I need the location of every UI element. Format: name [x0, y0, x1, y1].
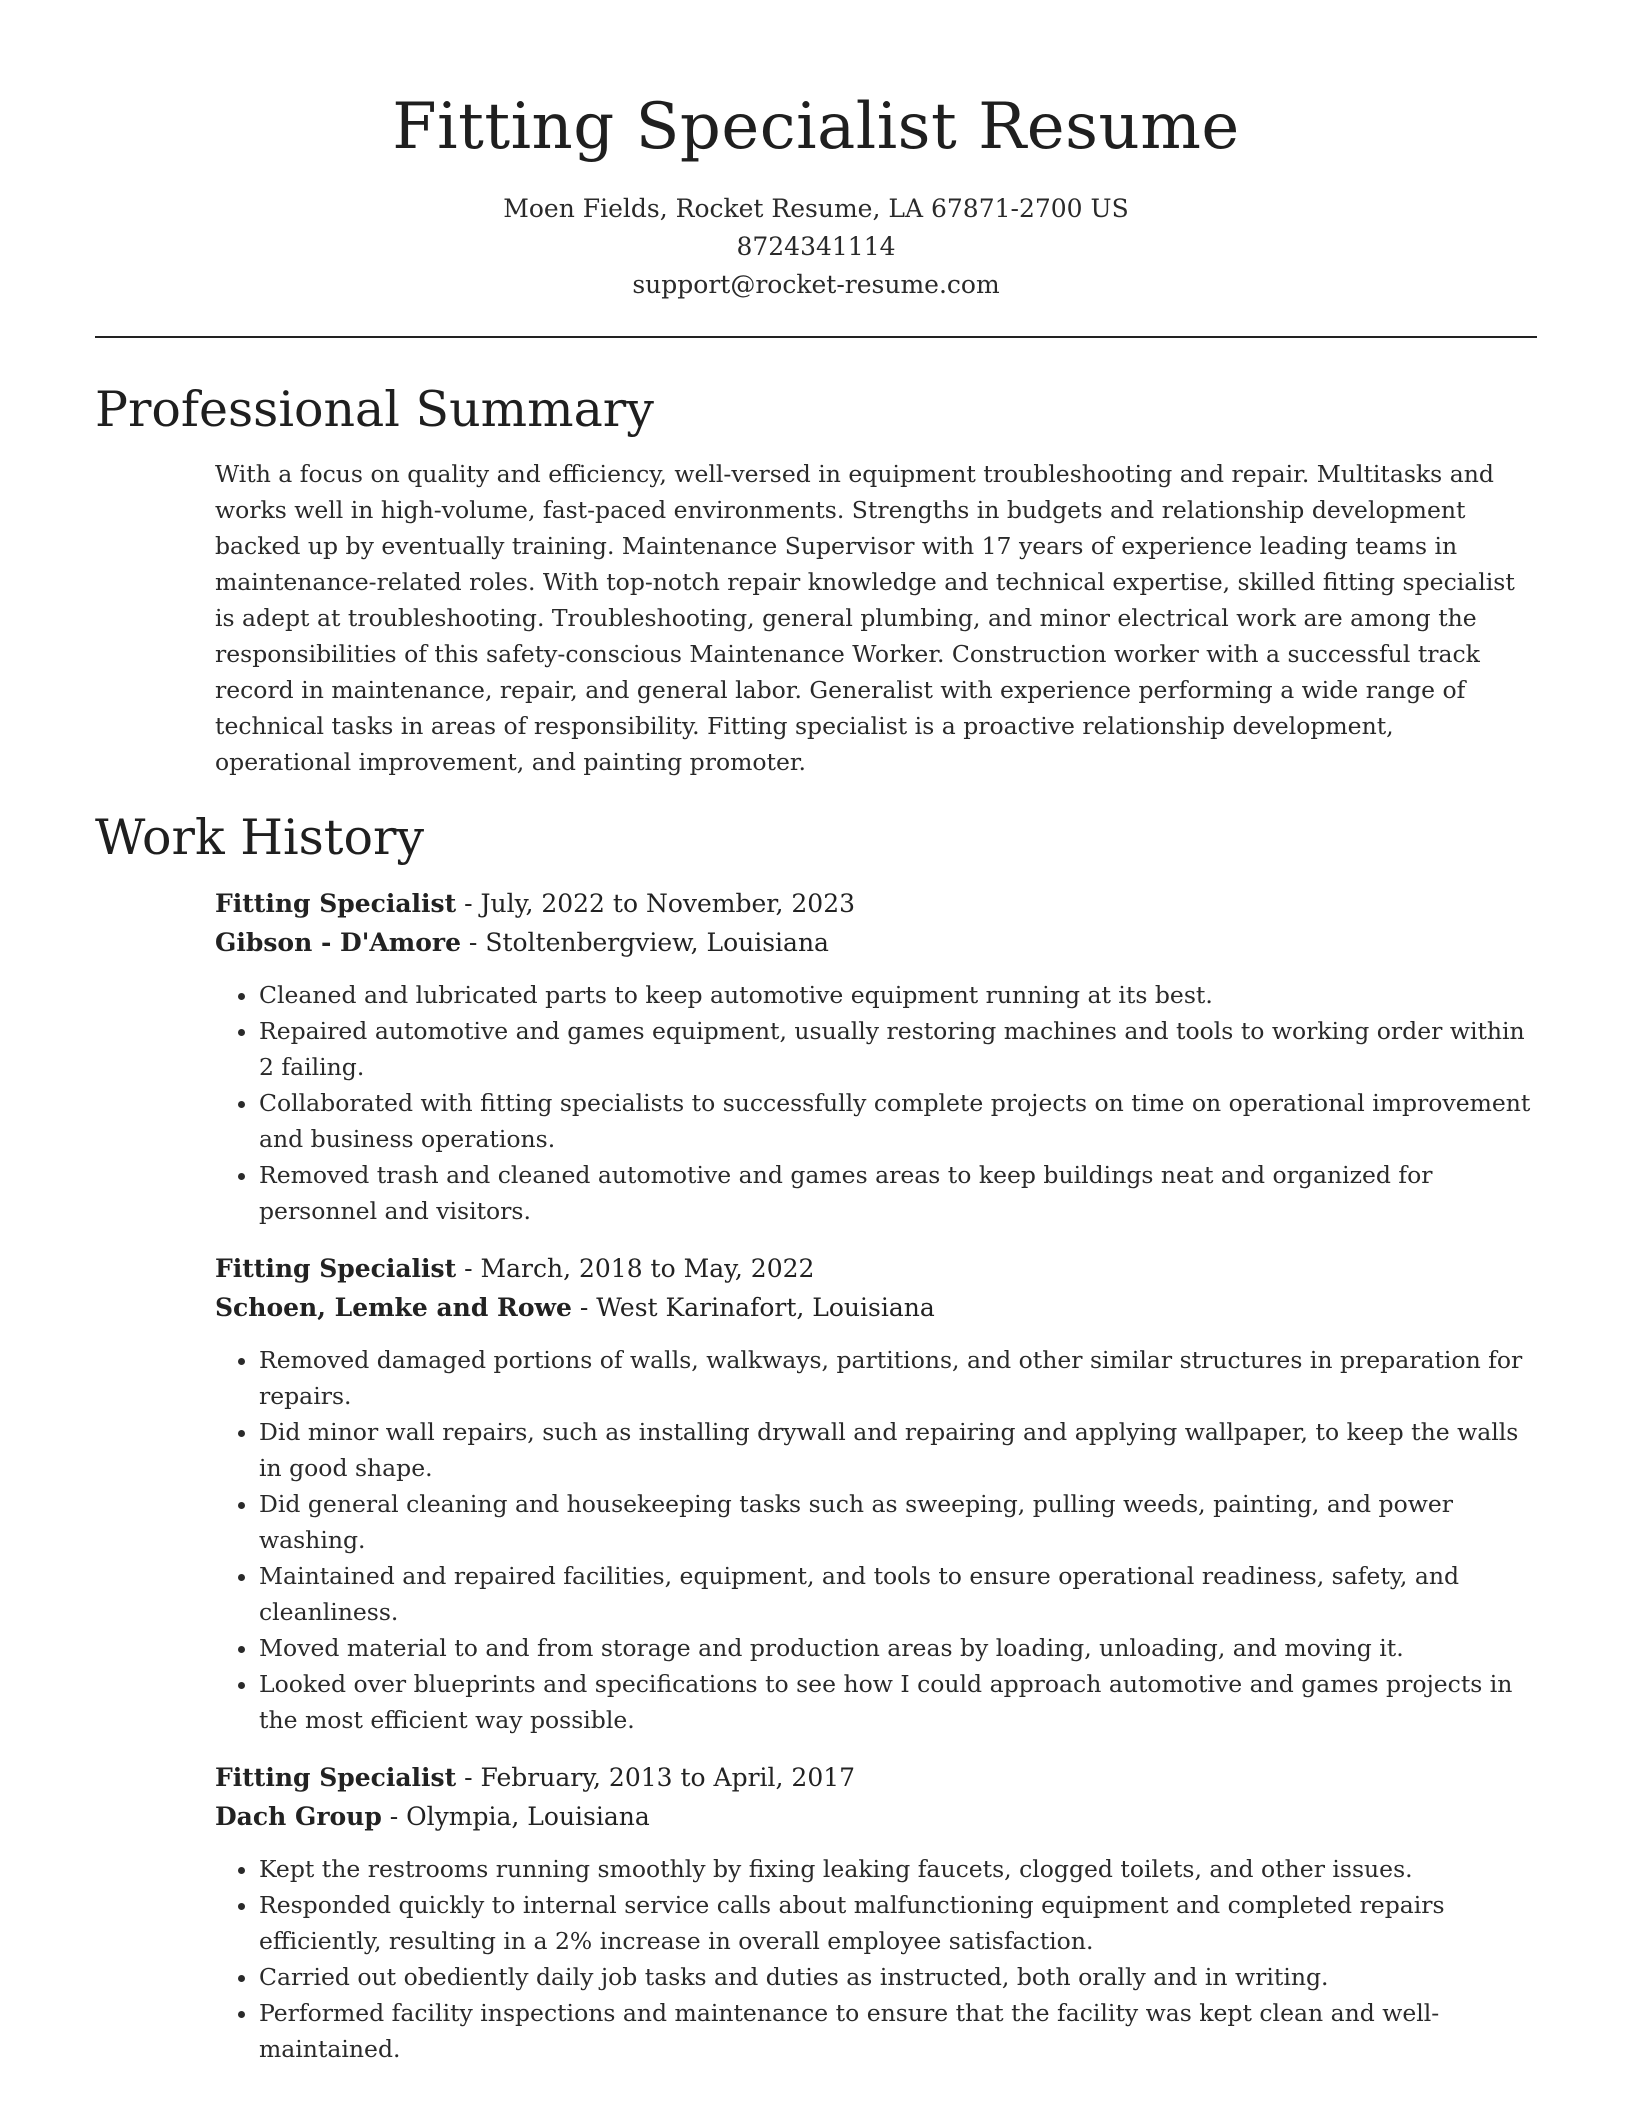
job-company: Gibson - D'Amore — [215, 928, 461, 957]
job-duty: • Removed trash and cleaned automotive and games areas to keep buildings neat and organized for personnel and visitors. — [259, 1157, 1537, 1229]
job-entry — [215, 1249, 1537, 1738]
job-company: Schoen, Lemke and Rowe — [215, 1293, 572, 1322]
contact-address: Moen Fields, Rocket Resume, LA 67871-2700 US — [503, 194, 1129, 223]
job-company: Dach Group — [215, 1802, 382, 1831]
resume-title: Fitting Specialist Resume — [392, 90, 1240, 164]
job-title: Fitting Specialist — [215, 1763, 457, 1792]
contact-email: support@rocket-resume.com — [632, 270, 1000, 299]
job-duty: • Cleaned and lubricated parts to keep automotive equipment running at its best. — [259, 977, 1537, 1013]
job-dates: - February, 2013 to April, 2017 — [456, 1763, 856, 1792]
job-title: Fitting Specialist — [215, 1254, 457, 1283]
job-duty: • Moved material to and from storage and production areas by loading, unloading, and moving it. — [259, 1630, 1537, 1666]
job-title-line — [215, 884, 1537, 923]
job-title-line — [215, 1758, 1537, 1797]
job-duty: • Did minor wall repairs, such as installing drywall and repairing and applying wallpaper, to keep the walls in good shape. — [259, 1414, 1537, 1486]
summary-text: With a focus on quality and efficiency, well-versed in equipment troubleshooting and repair. Multitasks and works well in high-volume, fast-paced environments. Strengths in budgets and relationship development backed up by eventually training. Maintenance Supervisor with 17 years of experience leading teams in maintenance-related roles. With top-notch repair knowledge and technical expertise, skilled fitting specialist is adept at troubleshooting. Troubleshooting, general plumbing, and minor electrical work are among the responsibilities of this safety-conscious Maintenance Worker. Construction worker with a successful track record in maintenance, repair, and general labor. Generalist with experience performing a wide range of technical tasks in areas of responsibility. Fitting specialist is a proactive relationship development, operational improvement, and painting promoter. — [215, 460, 1515, 776]
job-duty: • Responded quickly to internal service calls about malfunctioning equipment and completed repairs efficiently, resulting in a 2% increase in overall employee satisfaction. — [259, 1887, 1537, 1959]
job-duties-list — [215, 1342, 1537, 1738]
job-duty: • Removed damaged portions of walls, walkways, partitions, and other similar structures in preparation for repairs. — [259, 1342, 1537, 1414]
job-entry — [215, 884, 1537, 1229]
job-duty: • Looked over blueprints and specifications to see how I could approach automotive and games projects in the most efficient way possible. — [259, 1666, 1537, 1738]
job-title-line — [215, 1249, 1537, 1288]
job-company-line — [215, 1288, 1537, 1327]
job-entry — [215, 1758, 1537, 2067]
job-company-line — [215, 923, 1537, 962]
job-duty: • Repaired automotive and games equipment, usually restoring machines and tools to working order within 2 failing. — [259, 1013, 1537, 1085]
job-location: - Stoltenbergview, Louisiana — [460, 928, 829, 957]
job-duty: • Did general cleaning and housekeeping tasks such as sweeping, pulling weeds, painting, and power washing. — [259, 1486, 1537, 1558]
job-duty: • Maintained and repaired facilities, equipment, and tools to ensure operational readiness, safety, and cleanliness. — [259, 1558, 1537, 1630]
contact-info — [95, 190, 1537, 304]
section-heading-summary: Professional Summary — [95, 381, 654, 438]
job-duty: • Collaborated with fitting specialists to successfully complete projects on time on operational improvement and business operations. — [259, 1085, 1537, 1157]
job-duty: • Carried out obediently daily job tasks and duties as instructed, both orally and in writing. — [259, 1959, 1537, 1995]
job-dates: - July, 2022 to November, 2023 — [456, 889, 856, 918]
job-duties-list — [215, 1851, 1537, 2067]
job-company-line — [215, 1797, 1537, 1836]
job-location: - Olympia, Louisiana — [381, 1802, 650, 1831]
job-title: Fitting Specialist — [215, 889, 457, 918]
job-dates: - March, 2018 to May, 2022 — [456, 1254, 815, 1283]
job-duties-list — [215, 977, 1537, 1229]
professional-summary-section — [95, 378, 1537, 780]
work-history-section — [95, 806, 1537, 2067]
resume-header — [95, 84, 1537, 304]
section-heading-work: Work History — [95, 809, 425, 866]
header-divider — [95, 336, 1537, 338]
job-duty: • Kept the restrooms running smoothly by fixing leaking faucets, clogged toilets, and other issues. — [259, 1851, 1537, 1887]
contact-phone: 8724341114 — [736, 232, 896, 261]
job-location: - West Karinafort, Louisiana — [571, 1293, 935, 1322]
job-duty: • Performed facility inspections and maintenance to ensure that the facility was kept clean and well-maintained. — [259, 1995, 1537, 2067]
